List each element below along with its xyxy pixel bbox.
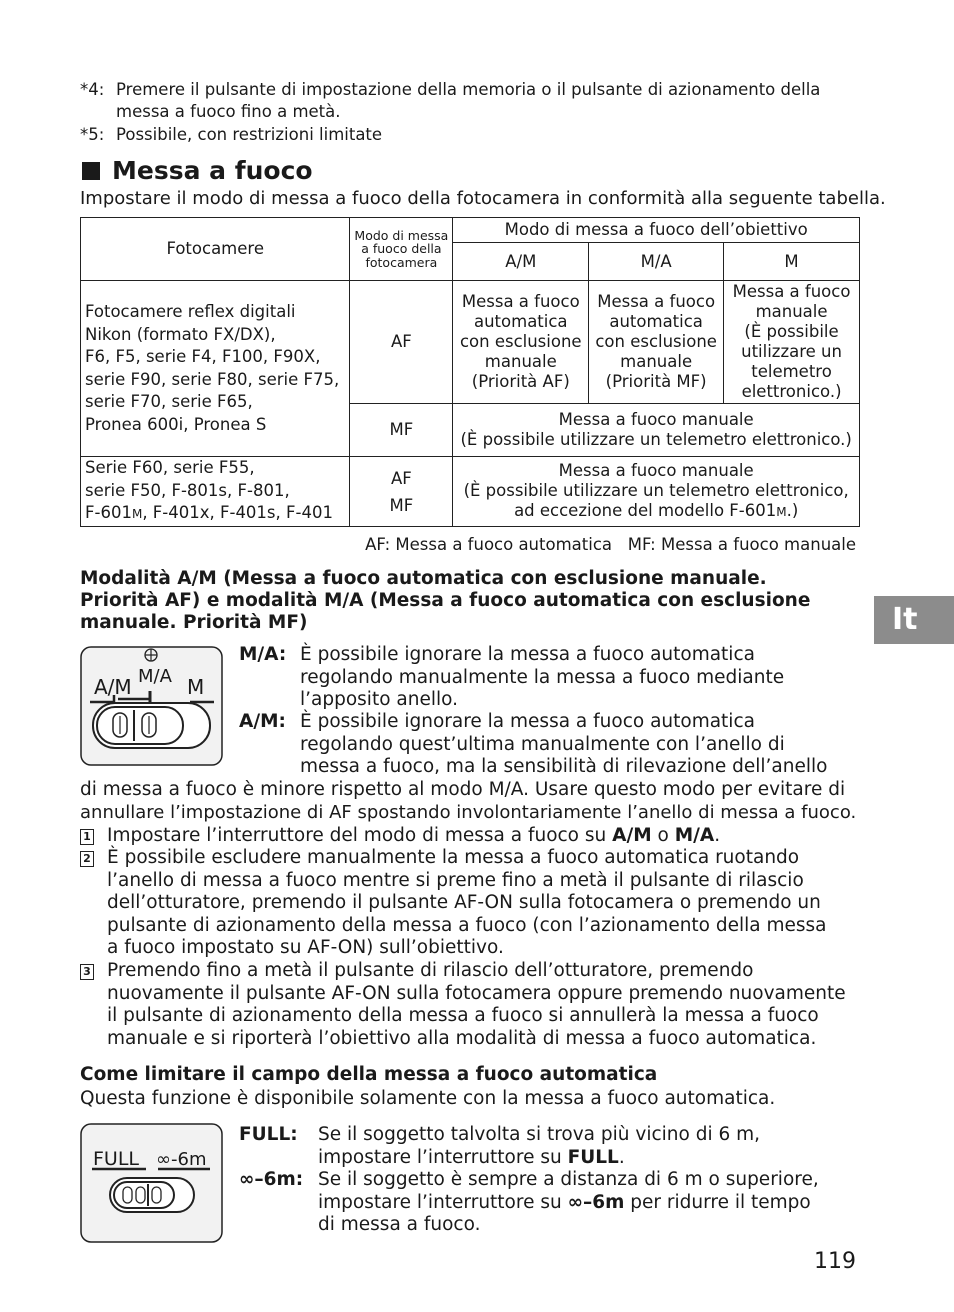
header-cameras: Fotocamere bbox=[81, 218, 350, 281]
subheading-am-ma: Modalità A/M (Messa a fuoco automatica con esclusione manuale. Priorità AF) e modalità M/A (Messa a fuoco automatica con esclusione manuale. Priorità MF) bbox=[80, 568, 811, 633]
footnote-4-cont: messa a fuoco fino a metà. bbox=[116, 102, 341, 121]
header-am: A/M bbox=[453, 243, 589, 281]
cell-m-af: Messa a fuoco manuale (È possibile utilizzare un telemetro elettronico.) bbox=[724, 281, 860, 404]
full-description: FULL: Se il soggetto talvolta si trova più vicino di 6 m, impostare l’interruttore su FULL. bbox=[239, 1124, 761, 1168]
step-2: 2 È possibile escludere manualmente la messa a fuoco automatica ruotando l’anello di messa a fuoco mentre si preme fino a metà il pulsante di rilascio dell’otturatore, premendo il pulsante AF-ON sulla fotocamera o premendo un pulsante di azionamento della messa a fuoco (con l’azionamento della messa a fuoco impostato su AF-ON) sull’obiettivo. bbox=[80, 847, 865, 960]
header-camera-mode: Modo di messa a fuoco della fotocamera bbox=[350, 218, 453, 281]
footnote-4 bbox=[80, 79, 820, 101]
am-description: A/M: È possibile ignorare la messa a fuoco automatica regolando quest’ultima manualmente con l’anello di messa a fuoco, ma la sensibilità di rilevazione dell’anello bbox=[239, 711, 828, 777]
cell-mf-row: Messa a fuoco manuale (È possibile utilizzare un telemetro elettronico.) bbox=[453, 404, 860, 457]
step-3: 3 Premendo fino a metà il pulsante di rilascio dell’otturatore, premendo nuovamente il pulsante AF-ON sulla fotocamera oppure premendo nuovamente il pulsante di azionamento della messa a fuoco si annullerà la messa a fuoco manuale e si riporterà l’obiettivo alla modalità di messa a fuoco automatica. bbox=[80, 960, 865, 1050]
section-title-text: Messa a fuoco bbox=[112, 156, 313, 185]
subheading-limit-range: Come limitare il campo della messa a fuoco automatica bbox=[80, 1064, 658, 1085]
cell-ma-af: Messa a fuoco automatica con esclusione manuale (Priorità MF) bbox=[589, 281, 724, 404]
step-number: 1 bbox=[80, 829, 94, 845]
footnote-text: Possibile, con restrizioni limitate bbox=[116, 125, 383, 144]
inf-description: ∞–6m: Se il soggetto è sempre a distanza di 6 m o superiore, impostare l’interruttore su ∞–6m per ridurre il tempo di messa a fuoco. bbox=[239, 1169, 819, 1235]
intro-text: Impostare il modo di messa a fuoco della fotocamera in conformità alla seguente tabella. bbox=[80, 188, 886, 209]
square-bullet-icon bbox=[82, 162, 100, 180]
cameras-group-2: Serie F60, serie F55, serie F50, F-801s, F-801, F-601M, F-401x, F-401s, F-401 bbox=[81, 457, 350, 527]
focus-mode-switch-illustration bbox=[80, 646, 223, 766]
cameras-group-1: Fotocamere reflex digitali Nikon (formato FX/DX), F6, F5, serie F4, F100, F90X, serie F90, serie F80, serie F75, serie F70, serie F65, Pronea 600i, Pronea S bbox=[81, 281, 350, 457]
switch-label-full: FULL bbox=[93, 1148, 140, 1170]
language-tab: It bbox=[874, 596, 954, 644]
footnote-key: *4: bbox=[80, 80, 105, 99]
inf-label: ∞–6m: bbox=[239, 1169, 304, 1190]
step-number: 2 bbox=[80, 851, 94, 867]
modes-af-mf: AF MF bbox=[350, 457, 453, 527]
mode-af: AF bbox=[350, 281, 453, 404]
full-label: FULL: bbox=[239, 1124, 298, 1145]
switch-label-m: M bbox=[187, 675, 205, 699]
section-title bbox=[82, 156, 313, 185]
focus-mode-table bbox=[80, 217, 860, 527]
header-m: M bbox=[724, 243, 860, 281]
page-number: 119 bbox=[814, 1249, 856, 1274]
step-1: 1 Impostare l’interruttore del modo di messa a fuoco su A/M o M/A. bbox=[80, 825, 865, 848]
mode-mf: MF bbox=[350, 404, 453, 457]
step-number: 3 bbox=[80, 964, 94, 980]
limit-range-intro: Questa funzione è disponibile solamente con la messa a fuoco automatica. bbox=[80, 1088, 776, 1109]
switch-label-am: A/M bbox=[94, 675, 132, 699]
footnote-text: Premere il pulsante di impostazione della memoria o il pulsante di azionamento della bbox=[116, 80, 821, 99]
header-ma: M/A bbox=[589, 243, 724, 281]
cell-am-af: Messa a fuoco automatica con esclusione manuale (Priorità AF) bbox=[453, 281, 589, 404]
am-description-cont: di messa a fuoco è minore rispetto al modo M/A. Usare questo modo per evitare di annullare l’impostazione di AF spostando involontariamente l’anello di messa a fuoco. bbox=[80, 779, 857, 823]
am-label: A/M: bbox=[239, 711, 286, 732]
footnote-key: *5: bbox=[80, 125, 105, 144]
switch-label-inf: ∞-6m bbox=[156, 1149, 207, 1170]
footnote-5 bbox=[80, 124, 382, 146]
ma-description: M/A: È possibile ignorare la messa a fuoco automatica regolando manualmente la messa a fuoco mediante l’apposito anello. bbox=[239, 644, 785, 710]
header-lens-mode: Modo di messa a fuoco dell’obiettivo bbox=[453, 218, 860, 243]
cell-row3: Messa a fuoco manuale (È possibile utilizzare un telemetro elettronico, ad eccezione del modello F-601M.) bbox=[453, 457, 860, 527]
ma-label: M/A: bbox=[239, 644, 287, 665]
table-legend: AF: Messa a fuoco automatica MF: Messa a fuoco manuale bbox=[365, 535, 856, 554]
switch-label-ma: M/A bbox=[138, 666, 172, 687]
focus-limit-switch-illustration bbox=[80, 1123, 223, 1243]
